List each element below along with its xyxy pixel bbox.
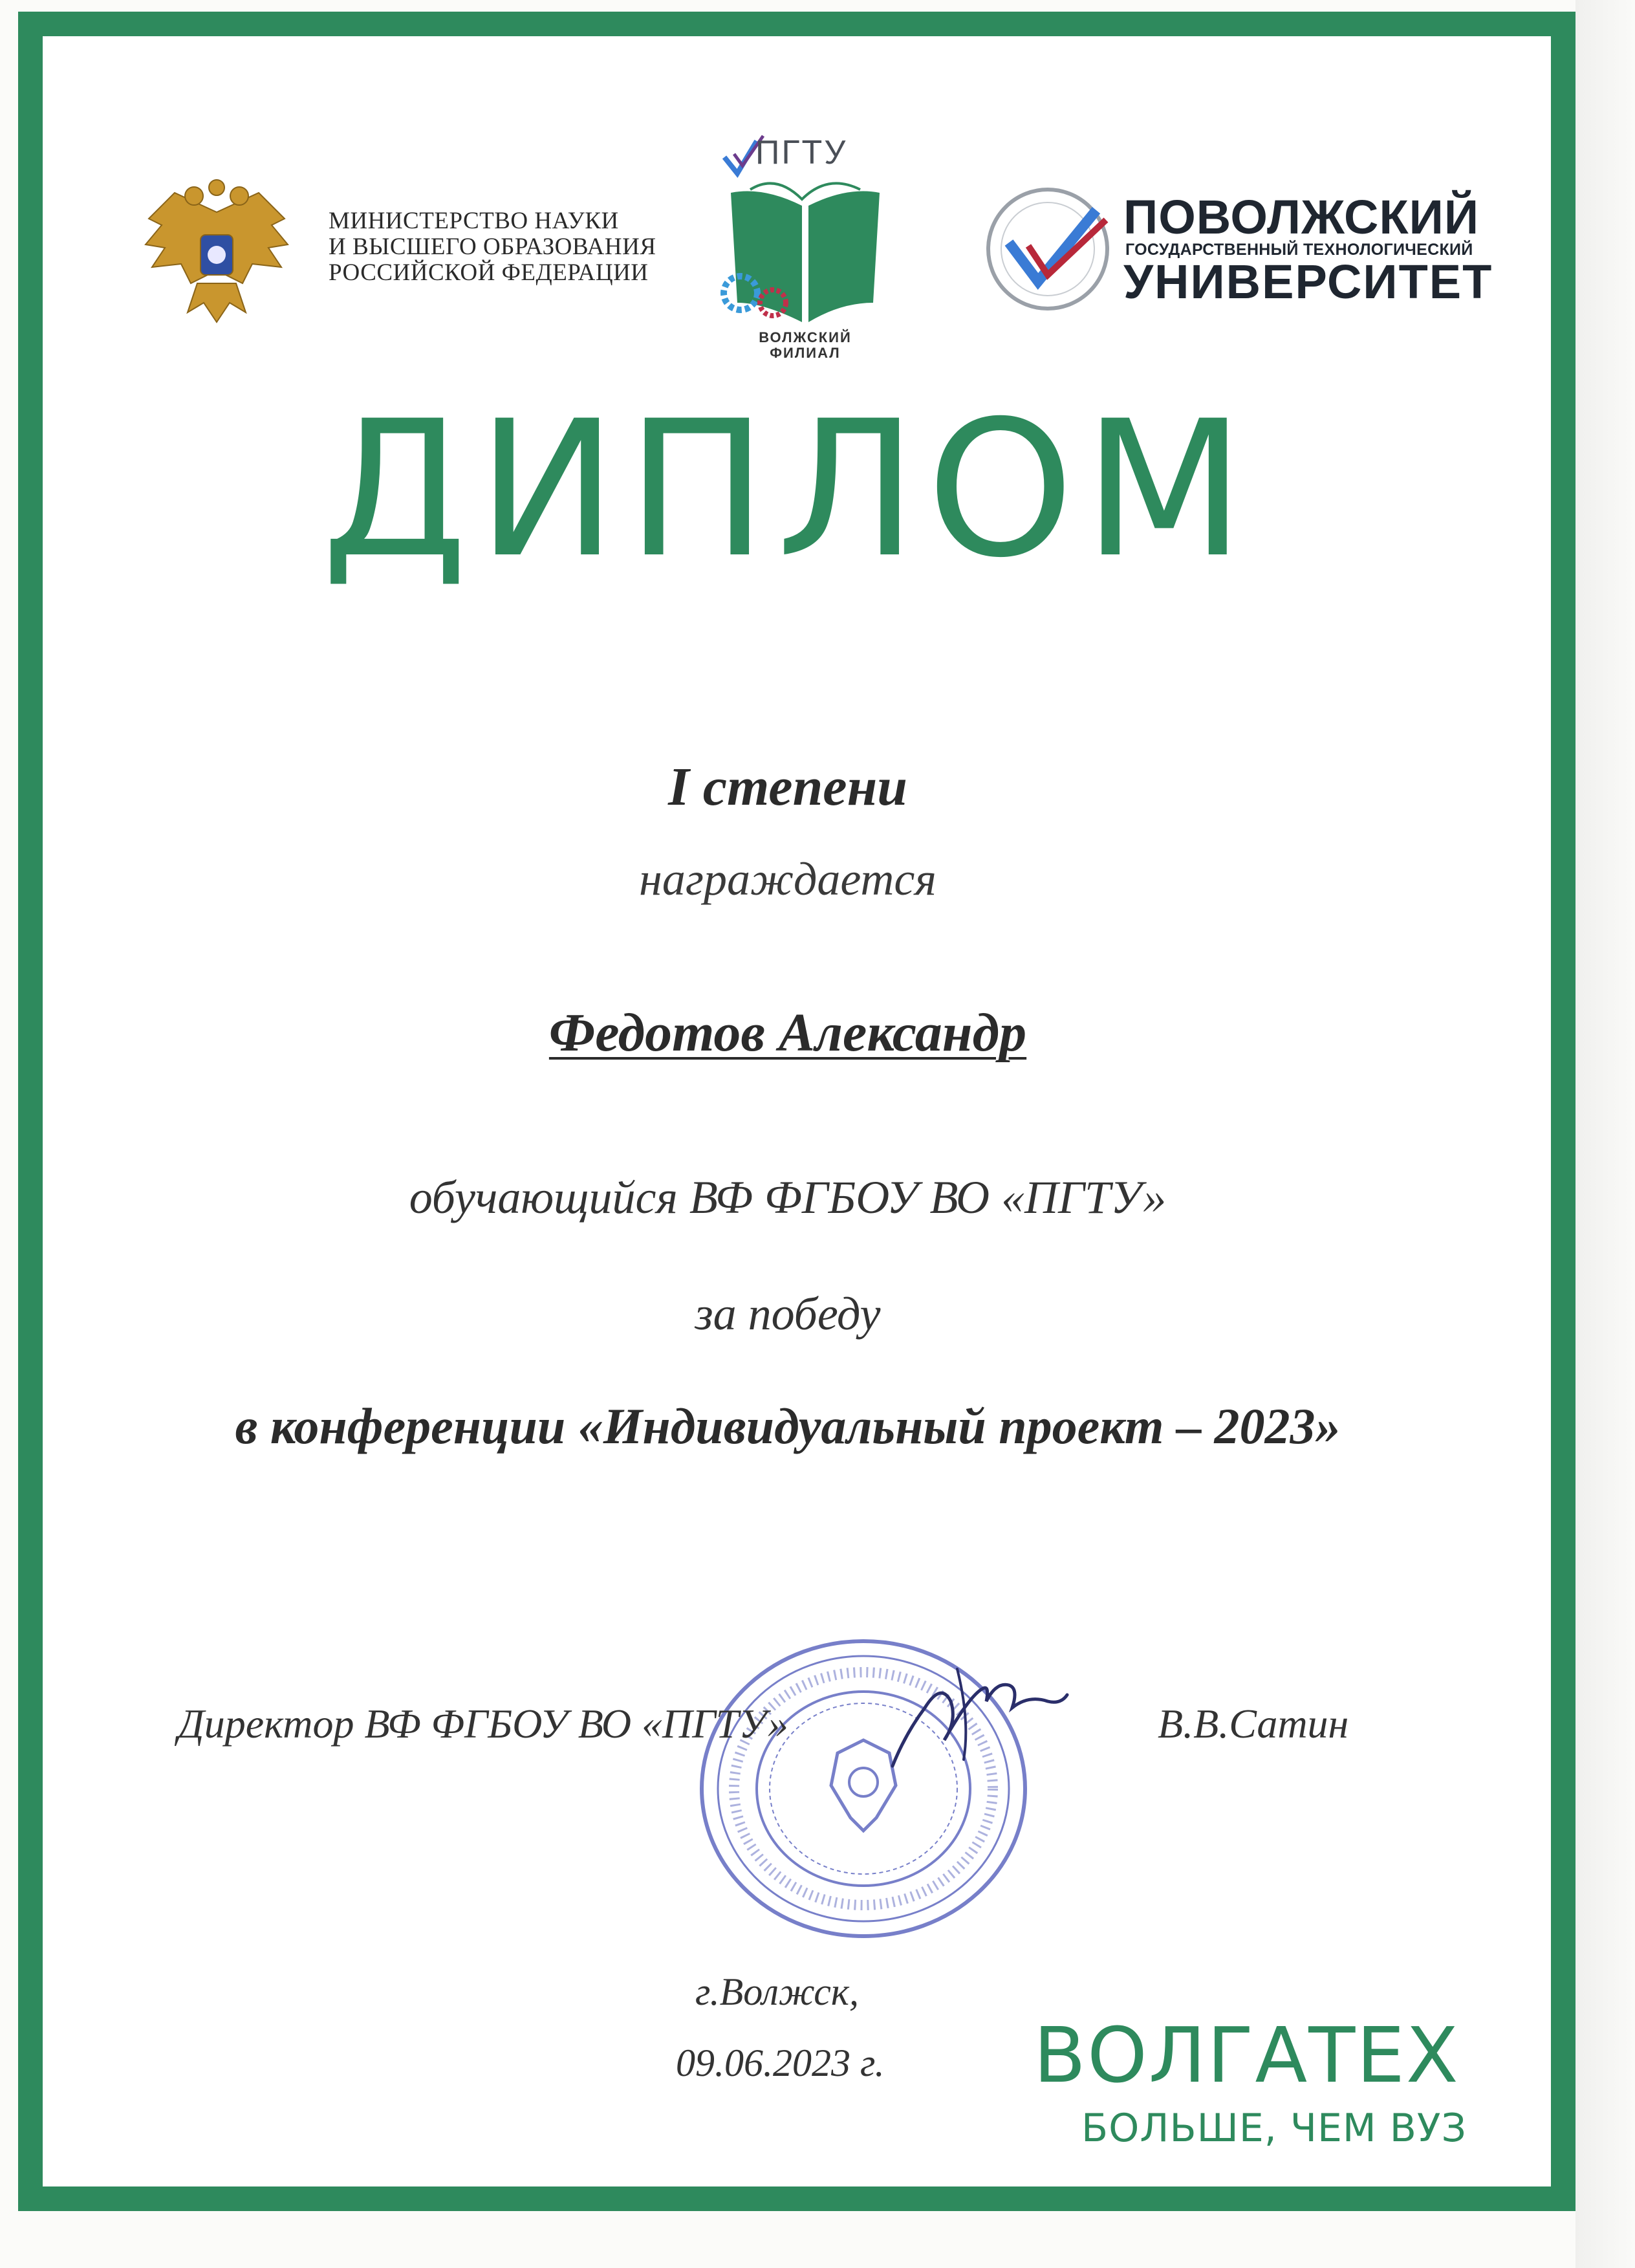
degree-text: I степени [668,757,907,817]
director-position: Директор ВФ ФГБОУ ВО «ПГТУ» [178,1701,788,1747]
pgtu-logo-subtitle: ВОЛЖСКИЙ ФИЛИАЛ [759,329,852,361]
event-name: в конференции «Индивидуальный проект – 2023» [235,1398,1341,1454]
director-name: В.В.Сатин [1158,1701,1349,1747]
recipient-name: Федотов Александр [548,1003,1027,1063]
university-name-line-2: ГОСУДАРСТВЕННЫЙ ТЕХНОЛОГИЧЕСКИЙ [1125,241,1473,259]
director-signature [880,1656,1074,1779]
award-reason: за победу [695,1288,881,1340]
brand-slogan: БОЛЬШЕ, ЧЕМ ВУЗ [1081,2106,1467,2151]
pgtu-logo-title: ПГТУ [755,134,848,171]
city: г.Волжск, [695,1970,859,2013]
university-name-line-3: УНИВЕРСИТЕТ [1123,255,1493,309]
university-name-line-1: ПОВОЛЖСКИЙ [1123,190,1480,244]
scan-edge [1575,0,1635,2268]
recipient-status: обучающийся ВФ ФГБОУ ВО «ПГТУ» [409,1172,1167,1223]
issue-date: 09.06.2023 г. [676,2042,885,2084]
coat-of-arms-icon [136,173,298,335]
volgatech-emblem-icon [983,184,1112,314]
diploma-title: ДИПЛОМ [321,381,1255,599]
awarded-text: награждается [639,853,937,905]
ministry-name: МИНИСТЕРСТВО НАУКИ И ВЫСШЕГО ОБРАЗОВАНИЯ РОССИЙСКОЙ ФЕДЕРАЦИИ [329,208,656,286]
brand-name: ВОЛГАТЕХ [1034,2011,1460,2100]
